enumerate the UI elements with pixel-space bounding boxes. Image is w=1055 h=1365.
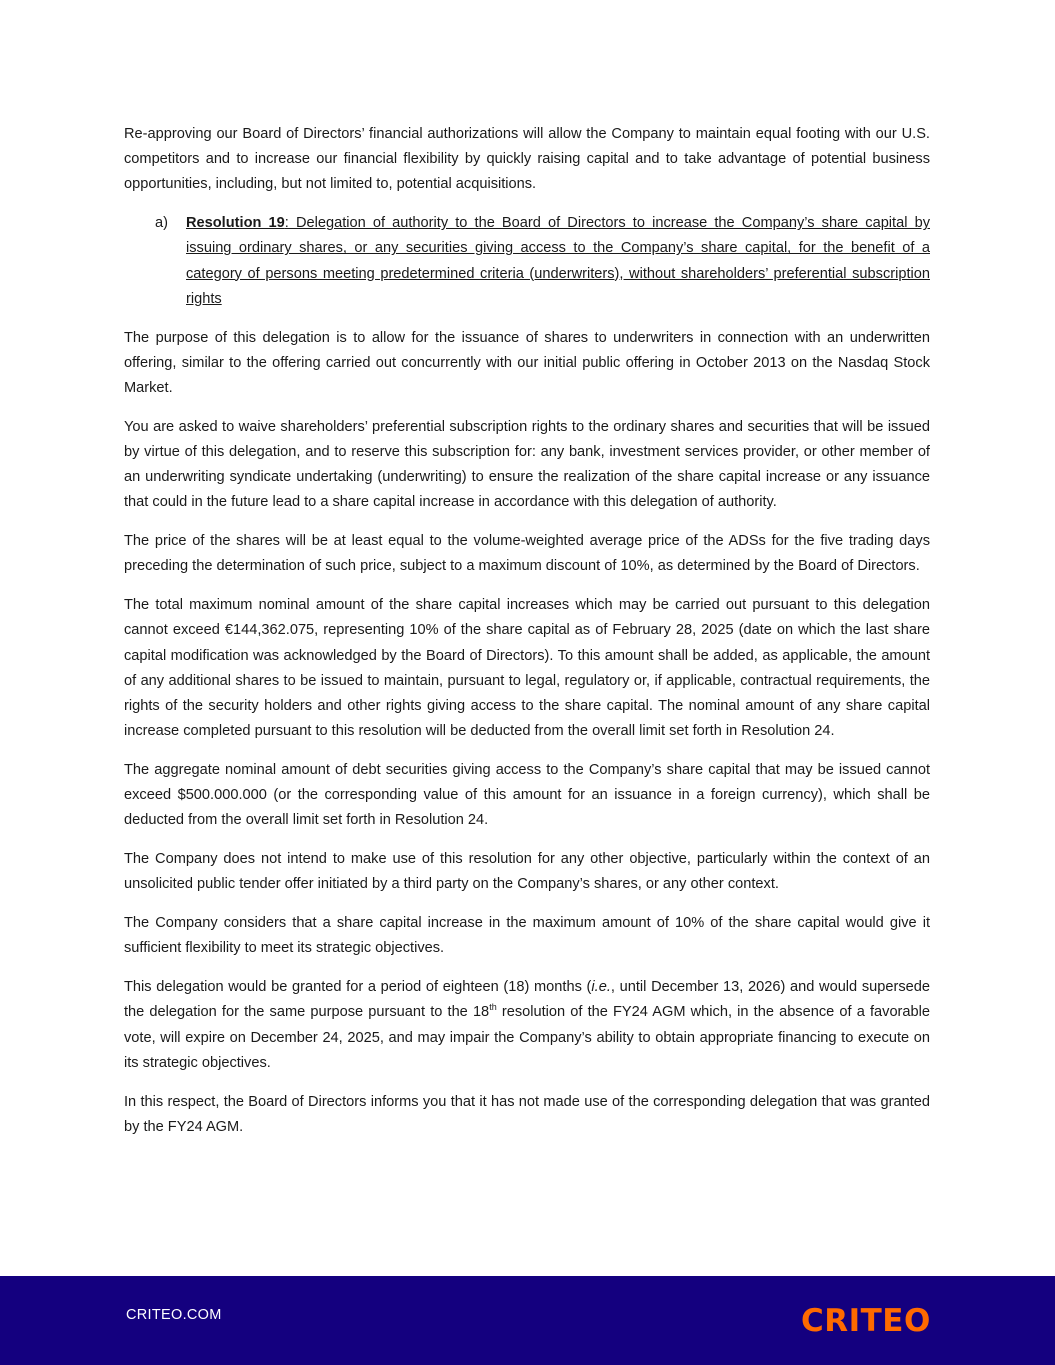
criteo-logo: CRITEO (801, 1303, 931, 1339)
footer-website-link[interactable]: CRITEO.COM (126, 1307, 222, 1323)
no-other-use-paragraph: The Company does not intend to make use of this resolution for any other objective, particularly within the context of an unsolicited public tender offer initiated by a third party on the Company’s shares, or any other context. (124, 851, 930, 893)
resolution-heading (186, 211, 930, 312)
intro-paragraph: Re-approving our Board of Directors’ financial authorizations will allow the Company to maintain equal footing with our U.S. competitors and to increase our financial flexibility by quickly raising capital and to take advantage of potential business opportunities, including, but not limited to, potential acquisitions. (124, 126, 930, 193)
resolution-label: Resolution 19 (186, 215, 285, 232)
informs-paragraph: In this respect, the Board of Directors informs you that it has not made use of the corresponding delegation that was granted by the FY24 AGM. (124, 1093, 930, 1135)
period-text-a: This delegation would be granted for a period of eighteen (18) months ( (124, 979, 592, 996)
period-text-c: resolution of the FY24 AGM which, in the absence of a favorable vote, will expire on December 24, 2025, and may impair the Company’s ability to obtain appropriate financing to execute on its strategic objectives. (124, 1004, 931, 1071)
resolution-title: : Delegation of authority to the Board of Directors to increase the Company’s share capital by issuing ordinary shares, or any securities giving access to the Company’s share capital, for the benefit of a category of persons meeting predetermined criteria (underwriters), without shareholders’ preferential subscription rights (186, 215, 930, 307)
period-text-b: , until December 13, 2026) and would supersede the delegation for the same purpose pursuant to the 18 (124, 979, 930, 1021)
price-paragraph: The price of the shares will be at least equal to the volume-weighted average price of the ADSs for the five trading days preceding the determination of such price, subject to a maximum discount of 10%, as determined by the Board of Directors. (124, 533, 930, 575)
period-paragraph (124, 975, 930, 1076)
waive-paragraph: You are asked to waive shareholders’ preferential subscription rights to the ordinary shares and securities that will be issued by virtue of this delegation, and to reserve this subscription for: any bank, investment services provider, or other member of an underwriting syndicate undertaking (underwriting) to ensure the realization of the share capital increase or any issuance that could in the future lead to a share capital increase in accordance with this delegation of authority. (124, 418, 930, 511)
list-marker: a) (155, 215, 168, 232)
ordinal-superscript: th (489, 1002, 497, 1013)
period-ie: i.e. (591, 979, 611, 996)
total-amount-paragraph: The total maximum nominal amount of the share capital increases which may be carried out pursuant to this delegation cannot exceed €144,362.075, representing 10% of the share capital as of February 28, 2025 (date on which the last share capital modification was acknowledged by the Board of Directors). To this amount shall be added, as applicable, the amount of any additional shares to be issued to maintain, pursuant to legal, regulatory or, if applicable, contractual requirements, the rights of the security holders and other rights giving access to the share capital. The nominal amount of any share capital increase completed pursuant to this resolution will be deducted from the overall limit set forth in Resolution 24. (124, 597, 930, 740)
considers-paragraph: The Company considers that a share capital increase in the maximum amount of 10% of the share capital would give it sufficient flexibility to meet its strategic objectives. (124, 915, 930, 957)
page-footer (0, 1276, 1055, 1365)
aggregate-debt-paragraph: The aggregate nominal amount of debt securities giving access to the Company’s share capital that may be issued cannot exceed $500.000.000 (or the corresponding value of this amount for an issuance in a foreign currency), which shall be deducted from the overall limit set forth in Resolution 24. (124, 762, 930, 829)
resolution-item (124, 211, 930, 312)
document-body (124, 122, 930, 1154)
purpose-paragraph: The purpose of this delegation is to allow for the issuance of shares to underwriters in connection with an underwritten offering, similar to the offering carried out concurrently with our initial public offering in October 2013 on the Nasdaq Stock Market. (124, 329, 930, 397)
